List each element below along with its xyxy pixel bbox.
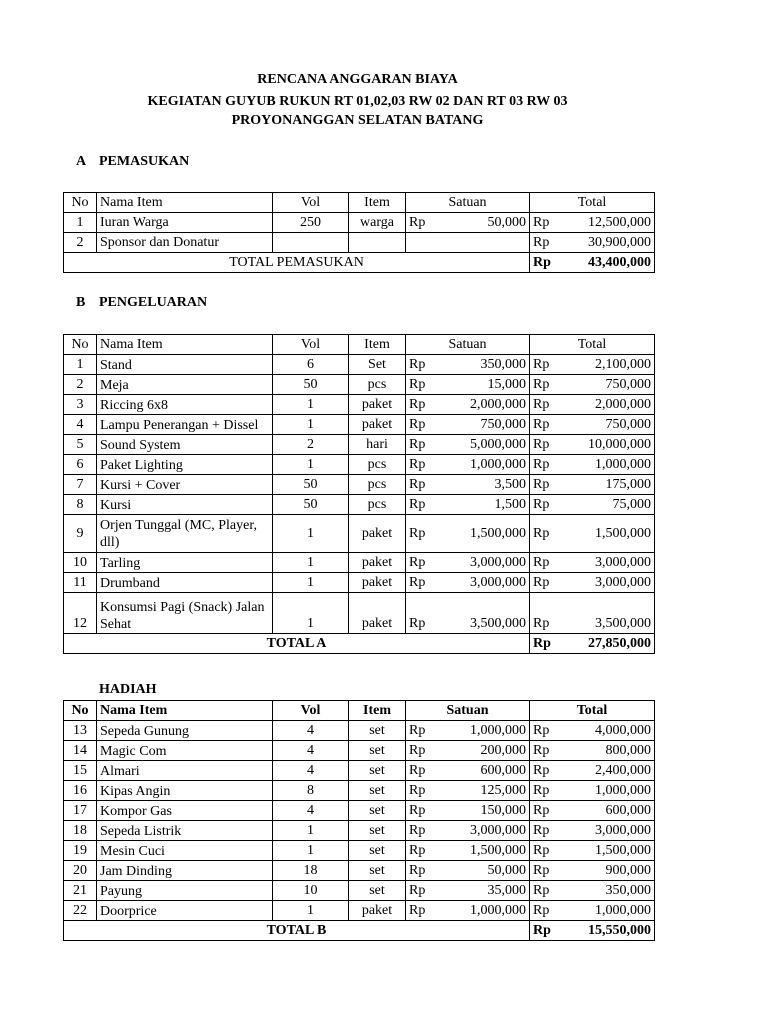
cell-nama: Magic Com xyxy=(97,741,273,761)
cell-item: set xyxy=(349,781,406,801)
col-item: Item xyxy=(349,193,406,213)
cell-nama: Sepeda Gunung xyxy=(97,721,273,741)
cell-total: 2,400,000 xyxy=(558,761,655,781)
col-nama: Nama Item xyxy=(97,193,273,213)
hadiah-heading: HADIAH xyxy=(99,682,157,697)
table-row xyxy=(64,375,655,395)
cell-total: 750,000 xyxy=(558,415,655,435)
col-satuan: Satuan xyxy=(406,335,530,355)
cell-no: 15 xyxy=(64,761,97,781)
section-a-title: PEMASUKAN xyxy=(99,154,190,169)
section-a-letter: A xyxy=(76,154,87,169)
cell-satuan: 1,000,000 xyxy=(432,455,530,475)
cell-currency: Rp xyxy=(530,634,558,654)
cell-currency: Rp xyxy=(530,475,558,495)
cell-currency: Rp xyxy=(406,801,432,821)
cell-no: 20 xyxy=(64,861,97,881)
cell-currency: Rp xyxy=(530,841,558,861)
pengeluaran-table xyxy=(63,334,655,654)
cell-vol: 1 xyxy=(273,415,349,435)
cell-currency: Rp xyxy=(530,573,558,593)
cell-nama: Kursi xyxy=(97,495,273,515)
cell-item: set xyxy=(349,821,406,841)
cell-satuan: 150,000 xyxy=(432,801,530,821)
cell-satuan: 600,000 xyxy=(432,761,530,781)
cell-total: 3,000,000 xyxy=(558,553,655,573)
cell-satuan: 1,500,000 xyxy=(432,841,530,861)
cell-currency: Rp xyxy=(406,395,432,415)
cell-vol xyxy=(273,233,349,253)
cell-currency: Rp xyxy=(530,781,558,801)
cell-item: set xyxy=(349,801,406,821)
cell-total: 3,000,000 xyxy=(558,821,655,841)
cell-item: set xyxy=(349,841,406,861)
table-header-row xyxy=(64,335,655,355)
section-a-heading xyxy=(76,153,189,171)
cell-item: Set xyxy=(349,355,406,375)
cell-satuan: 3,000,000 xyxy=(432,821,530,841)
table-row xyxy=(64,553,655,573)
cell-currency: Rp xyxy=(530,233,558,253)
cell-item: set xyxy=(349,761,406,781)
cell-vol: 1 xyxy=(273,553,349,573)
cell-item: paket xyxy=(349,395,406,415)
cell-currency: Rp xyxy=(530,455,558,475)
cell-no: 17 xyxy=(64,801,97,821)
hadiah-table xyxy=(63,700,655,941)
cell-currency: Rp xyxy=(406,761,432,781)
cell-currency: Rp xyxy=(406,553,432,573)
cell-nama: Tarling xyxy=(97,553,273,573)
cell-total: 75,000 xyxy=(558,495,655,515)
cell-no: 7 xyxy=(64,475,97,495)
cell-currency: Rp xyxy=(406,573,432,593)
cell-vol: 1 xyxy=(273,901,349,921)
cell-satuan: 750,000 xyxy=(432,415,530,435)
cell-currency: Rp xyxy=(530,593,558,634)
col-satuan: Satuan xyxy=(406,701,530,721)
cell-satuan: 1,000,000 xyxy=(432,901,530,921)
cell-total: 900,000 xyxy=(558,861,655,881)
cell-total: 12,500,000 xyxy=(558,213,655,233)
cell-currency: Rp xyxy=(406,435,432,455)
cell-currency: Rp xyxy=(406,593,432,634)
cell-total: 1,000,000 xyxy=(558,901,655,921)
cell-nama: Riccing 6x8 xyxy=(97,395,273,415)
total-row xyxy=(64,634,655,654)
cell-satuan: 50,000 xyxy=(432,861,530,881)
pemasukan-table xyxy=(63,192,655,273)
cell-currency: Rp xyxy=(530,495,558,515)
cell-no: 4 xyxy=(64,415,97,435)
cell-item: set xyxy=(349,721,406,741)
cell-satuan: 125,000 xyxy=(432,781,530,801)
cell-total: 175,000 xyxy=(558,475,655,495)
cell-no: 12 xyxy=(64,593,97,634)
cell-currency: Rp xyxy=(406,495,432,515)
cell-item: paket xyxy=(349,593,406,634)
table-row xyxy=(64,395,655,415)
cell-nama: Lampu Penerangan + Dissel xyxy=(97,415,273,435)
cell-currency: Rp xyxy=(530,721,558,741)
cell-currency: Rp xyxy=(406,475,432,495)
cell-nama: Sponsor dan Donatur xyxy=(97,233,273,253)
cell-satuan: 3,000,000 xyxy=(432,553,530,573)
cell-item: pcs xyxy=(349,455,406,475)
table-header-row xyxy=(64,193,655,213)
cell-no: 18 xyxy=(64,821,97,841)
cell-currency: Rp xyxy=(530,821,558,841)
cell-no: 6 xyxy=(64,455,97,475)
cell-total: 10,000,000 xyxy=(558,435,655,455)
doc-location: PROYONANGGAN SELATAN BATANG xyxy=(231,113,484,128)
section-b-letter: B xyxy=(76,295,86,310)
cell-currency xyxy=(406,233,432,253)
table-row xyxy=(64,213,655,233)
cell-currency: Rp xyxy=(530,801,558,821)
cell-satuan: 35,000 xyxy=(432,881,530,901)
cell-satuan: 1,500 xyxy=(432,495,530,515)
table-row xyxy=(64,841,655,861)
cell-currency: Rp xyxy=(530,761,558,781)
col-no: No xyxy=(64,193,97,213)
table-row xyxy=(64,593,655,634)
col-item: Item xyxy=(349,701,406,721)
cell-currency: Rp xyxy=(406,841,432,861)
cell-total: 800,000 xyxy=(558,741,655,761)
section-b-heading xyxy=(76,294,207,312)
cell-no: 10 xyxy=(64,553,97,573)
col-total: Total xyxy=(530,701,655,721)
cell-currency: Rp xyxy=(406,721,432,741)
cell-item: pcs xyxy=(349,495,406,515)
cell-total: 1,500,000 xyxy=(558,515,655,553)
total-label: TOTAL B xyxy=(64,921,530,941)
col-total: Total xyxy=(530,335,655,355)
cell-no: 19 xyxy=(64,841,97,861)
cell-nama: Paket Lighting xyxy=(97,455,273,475)
table-row xyxy=(64,355,655,375)
col-total: Total xyxy=(530,193,655,213)
cell-currency: Rp xyxy=(530,921,558,941)
cell-currency: Rp xyxy=(406,861,432,881)
cell-item: paket xyxy=(349,415,406,435)
col-vol: Vol xyxy=(273,193,349,213)
total-row xyxy=(64,921,655,941)
cell-total: 1,500,000 xyxy=(558,841,655,861)
cell-nama: Meja xyxy=(97,375,273,395)
cell-item: set xyxy=(349,861,406,881)
cell-satuan: 50,000 xyxy=(432,213,530,233)
table-row xyxy=(64,495,655,515)
cell-total: 1,000,000 xyxy=(558,455,655,475)
cell-total: 4,000,000 xyxy=(558,721,655,741)
cell-satuan: 350,000 xyxy=(432,355,530,375)
cell-no: 2 xyxy=(64,375,97,395)
table-row xyxy=(64,475,655,495)
cell-vol: 8 xyxy=(273,781,349,801)
cell-currency: Rp xyxy=(530,861,558,881)
col-no: No xyxy=(64,335,97,355)
cell-currency: Rp xyxy=(406,375,432,395)
cell-item: paket xyxy=(349,553,406,573)
cell-currency: Rp xyxy=(530,553,558,573)
cell-no: 1 xyxy=(64,213,97,233)
cell-nama: Konsumsi Pagi (Snack) Jalan Sehat xyxy=(97,593,273,634)
cell-currency: Rp xyxy=(530,395,558,415)
cell-currency: Rp xyxy=(406,781,432,801)
cell-nama: Iuran Warga xyxy=(97,213,273,233)
cell-currency: Rp xyxy=(530,881,558,901)
table-row xyxy=(64,435,655,455)
table-row xyxy=(64,881,655,901)
cell-satuan: 2,000,000 xyxy=(432,395,530,415)
table-row xyxy=(64,781,655,801)
table-row xyxy=(64,455,655,475)
cell-satuan: 5,000,000 xyxy=(432,435,530,455)
table-row xyxy=(64,801,655,821)
cell-no: 11 xyxy=(64,573,97,593)
cell-item: pcs xyxy=(349,475,406,495)
table-row xyxy=(64,741,655,761)
table-row xyxy=(64,761,655,781)
cell-total: 750,000 xyxy=(558,375,655,395)
cell-no: 22 xyxy=(64,901,97,921)
cell-currency: Rp xyxy=(406,213,432,233)
cell-currency: Rp xyxy=(406,881,432,901)
cell-nama: Sound System xyxy=(97,435,273,455)
table-row xyxy=(64,721,655,741)
cell-nama: Mesin Cuci xyxy=(97,841,273,861)
cell-total: 600,000 xyxy=(558,801,655,821)
cell-vol: 250 xyxy=(273,213,349,233)
cell-no: 5 xyxy=(64,435,97,455)
cell-item: pcs xyxy=(349,375,406,395)
cell-currency: Rp xyxy=(406,901,432,921)
cell-nama: Kipas Angin xyxy=(97,781,273,801)
cell-no: 16 xyxy=(64,781,97,801)
cell-vol: 18 xyxy=(273,861,349,881)
cell-currency: Rp xyxy=(530,741,558,761)
total-label: TOTAL A xyxy=(64,634,530,654)
cell-item: warga xyxy=(349,213,406,233)
col-satuan: Satuan xyxy=(406,193,530,213)
cell-currency: Rp xyxy=(530,375,558,395)
cell-nama: Orjen Tunggal (MC, Player, dll) xyxy=(97,515,273,553)
cell-vol: 1 xyxy=(273,841,349,861)
cell-currency: Rp xyxy=(530,355,558,375)
col-nama: Nama Item xyxy=(97,701,273,721)
cell-vol: 4 xyxy=(273,801,349,821)
cell-item: paket xyxy=(349,515,406,553)
cell-item: hari xyxy=(349,435,406,455)
cell-vol: 1 xyxy=(273,515,349,553)
cell-nama: Jam Dinding xyxy=(97,861,273,881)
cell-satuan: 3,500,000 xyxy=(432,593,530,634)
cell-currency: Rp xyxy=(530,213,558,233)
cell-vol: 2 xyxy=(273,435,349,455)
total-value: 15,550,000 xyxy=(558,921,655,941)
table-row xyxy=(64,415,655,435)
col-no: No xyxy=(64,701,97,721)
table-row xyxy=(64,821,655,841)
cell-vol: 4 xyxy=(273,741,349,761)
cell-total: 2,100,000 xyxy=(558,355,655,375)
cell-satuan: 3,500 xyxy=(432,475,530,495)
cell-currency: Rp xyxy=(530,253,558,273)
cell-currency: Rp xyxy=(530,435,558,455)
col-nama: Nama Item xyxy=(97,335,273,355)
cell-satuan: 3,000,000 xyxy=(432,573,530,593)
table-header-row xyxy=(64,701,655,721)
cell-item: set xyxy=(349,741,406,761)
cell-nama: Kursi + Cover xyxy=(97,475,273,495)
col-vol: Vol xyxy=(273,335,349,355)
cell-satuan: 1,000,000 xyxy=(432,721,530,741)
table-row xyxy=(64,515,655,553)
cell-vol: 6 xyxy=(273,355,349,375)
cell-total: 30,900,000 xyxy=(558,233,655,253)
doc-title: RENCANA ANGGARAN BIAYA xyxy=(257,72,458,87)
cell-satuan: 15,000 xyxy=(432,375,530,395)
cell-no: 8 xyxy=(64,495,97,515)
doc-subtitle: KEGIATAN GUYUB RUKUN RT 01,02,03 RW 02 DAN RT 03 RW 03 xyxy=(147,94,568,109)
total-value: 27,850,000 xyxy=(558,634,655,654)
cell-currency: Rp xyxy=(530,901,558,921)
total-label: TOTAL PEMASUKAN xyxy=(64,253,530,273)
cell-currency: Rp xyxy=(406,741,432,761)
cell-vol: 50 xyxy=(273,475,349,495)
table-row xyxy=(64,573,655,593)
cell-no: 1 xyxy=(64,355,97,375)
cell-nama: Stand xyxy=(97,355,273,375)
cell-total: 3,000,000 xyxy=(558,573,655,593)
total-row xyxy=(64,253,655,273)
cell-no: 21 xyxy=(64,881,97,901)
cell-vol: 50 xyxy=(273,375,349,395)
cell-currency: Rp xyxy=(406,415,432,435)
cell-vol: 1 xyxy=(273,395,349,415)
cell-vol: 1 xyxy=(273,455,349,475)
table-row xyxy=(64,901,655,921)
cell-satuan xyxy=(432,233,530,253)
cell-currency: Rp xyxy=(406,515,432,553)
cell-no: 13 xyxy=(64,721,97,741)
cell-no: 14 xyxy=(64,741,97,761)
cell-vol: 50 xyxy=(273,495,349,515)
cell-nama: Payung xyxy=(97,881,273,901)
cell-item: paket xyxy=(349,573,406,593)
cell-nama: Drumband xyxy=(97,573,273,593)
table-row xyxy=(64,233,655,253)
cell-currency: Rp xyxy=(406,455,432,475)
cell-vol: 4 xyxy=(273,761,349,781)
cell-no: 9 xyxy=(64,515,97,553)
cell-total: 3,500,000 xyxy=(558,593,655,634)
cell-total: 1,000,000 xyxy=(558,781,655,801)
cell-currency: Rp xyxy=(406,355,432,375)
cell-vol: 4 xyxy=(273,721,349,741)
cell-currency: Rp xyxy=(406,821,432,841)
cell-total: 2,000,000 xyxy=(558,395,655,415)
cell-vol: 1 xyxy=(273,593,349,634)
cell-nama: Almari xyxy=(97,761,273,781)
section-b-title: PENGELUARAN xyxy=(99,295,208,310)
col-vol: Vol xyxy=(273,701,349,721)
cell-nama: Doorprice xyxy=(97,901,273,921)
cell-currency: Rp xyxy=(530,415,558,435)
cell-satuan: 1,500,000 xyxy=(432,515,530,553)
col-item: Item xyxy=(349,335,406,355)
cell-currency: Rp xyxy=(530,515,558,553)
cell-no: 3 xyxy=(64,395,97,415)
cell-item: paket xyxy=(349,901,406,921)
cell-nama: Sepeda Listrik xyxy=(97,821,273,841)
total-value: 43,400,000 xyxy=(558,253,655,273)
cell-nama: Kompor Gas xyxy=(97,801,273,821)
cell-vol: 1 xyxy=(273,821,349,841)
cell-no: 2 xyxy=(64,233,97,253)
cell-satuan: 200,000 xyxy=(432,741,530,761)
cell-vol: 10 xyxy=(273,881,349,901)
table-row xyxy=(64,861,655,881)
cell-item xyxy=(349,233,406,253)
cell-item: set xyxy=(349,881,406,901)
cell-total: 350,000 xyxy=(558,881,655,901)
cell-vol: 1 xyxy=(273,573,349,593)
